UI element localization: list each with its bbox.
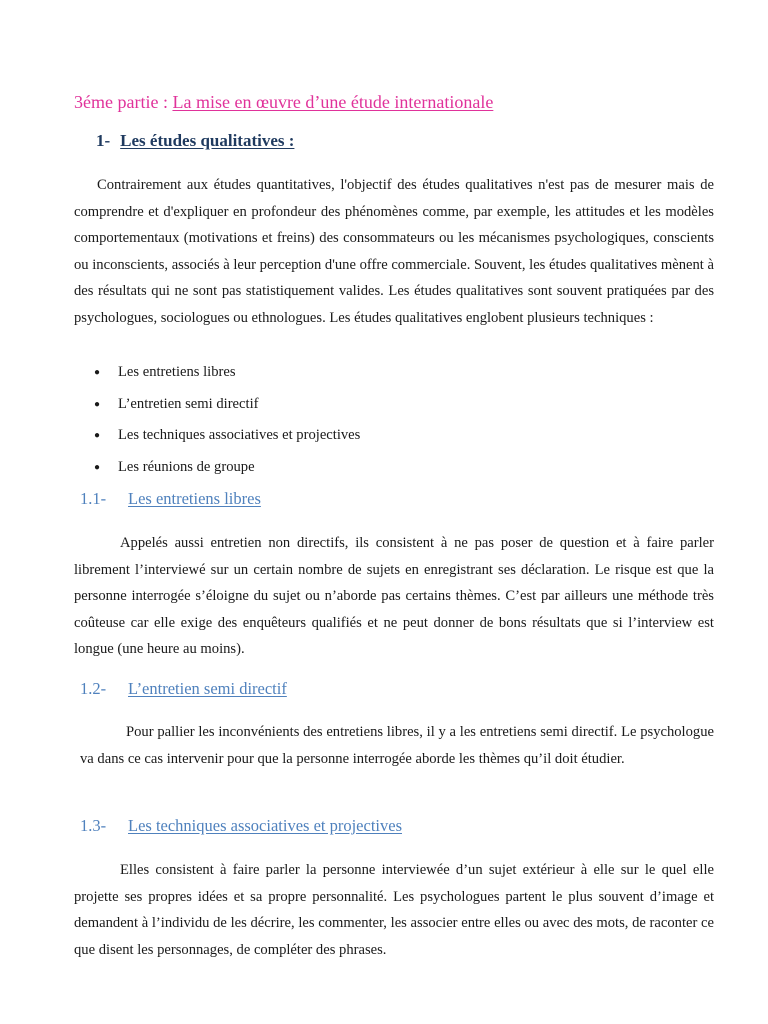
subsection-number: 1.1- [80, 489, 107, 508]
list-item-text: L’entretien semi directif [118, 395, 259, 412]
subsection-number: 1.2- [80, 679, 107, 698]
subsection-title: Les entretiens libres [128, 489, 261, 508]
list-item [94, 454, 360, 486]
subsection-title: Les techniques associatives et projectives [128, 816, 402, 835]
list-item-text: Les réunions de groupe [118, 459, 255, 476]
bullet-icon: ● [94, 367, 101, 378]
subsection-heading-1-2 [80, 679, 287, 699]
paragraph-text: Elles consistent à faire parler la personne interviewée d’un sujet extérieur à elle sur le quel elle projette ses propres idées et sa propre personnalité. Les psychologues partent le plus souvent d’image et demandent à l’individu de les décrire, les commenter, les associer entre elles ou avec des mots, de raconter ce que disent les personnages, de compléter des phrases. [74, 862, 714, 958]
subsection-heading-1-1 [80, 489, 261, 509]
list-item-text: Les entretiens libres [118, 364, 236, 380]
list-item [94, 422, 360, 454]
paragraph-text: Appelés aussi entretien non directifs, ils consistent à ne pas poser de question et à faire parler librement l’interviewé sur un certain nombre de sujets en enregistrant ses déclaration. Le risque est que la personne interrogée s’éloigne du sujet ou n’aborde pas certains thèmes. C’est par ailleurs une méthode très coûteuse car elle exige des enquêteurs qualifiés et ne peut donner de bons résultats que si l’interview est longue (une heure au moins). [74, 535, 714, 658]
intro-paragraph [74, 172, 714, 332]
subsection-paragraph-1-2 [80, 719, 714, 772]
part-title-prefix: 3éme partie : [74, 92, 173, 112]
list-item [94, 391, 360, 423]
subsection-title: L’entretien semi directif [128, 679, 287, 698]
bullet-icon: ● [94, 462, 101, 474]
part-title [74, 92, 493, 113]
paragraph-text: Pour pallier les inconvénients des entretiens libres, il y a les entretiens semi directif. Le psychologue va dans ce cas intervenir pour que la personne interrogée aborde les thèmes qu’il doit étudier. [80, 724, 714, 767]
bullet-icon: ● [94, 398, 101, 410]
section-number: 1- [96, 131, 111, 150]
subsection-number: 1.3- [80, 816, 107, 835]
techniques-list [94, 359, 360, 486]
list-item-text: Les techniques associatives et projectives [118, 427, 361, 444]
bullet-icon: ● [94, 430, 101, 442]
intro-paragraph-text: Contrairement aux études quantitatives, l'objectif des études qualitatives n'est pas de mesurer mais de comprendre et d'expliquer en profondeur des phénomènes comme, par exemple, les attitudes et les modèles comportementaux (motivations et freins) des consommateurs ou les mécanismes psychologiques, conscients ou inconscients, associés à leur perception d'une offre commerciale. Souvent, les études qualitatives mènent à des résultats qui ne sont pas statistiquement valides. Les études qualitatives sont souvent pratiquées par des psychologues, sociologues ou ethnologues. Les études qualitatives englobent plusieurs techniques : [74, 177, 714, 326]
list-item [94, 359, 360, 391]
section-heading [96, 131, 294, 151]
subsection-paragraph-1-3 [74, 857, 714, 963]
subsection-paragraph-1-1 [74, 530, 714, 663]
section-title: Les études qualitatives : [120, 131, 295, 150]
subsection-heading-1-3 [80, 816, 402, 836]
part-title-main: La mise en œuvre d’une étude internationale [172, 92, 494, 112]
